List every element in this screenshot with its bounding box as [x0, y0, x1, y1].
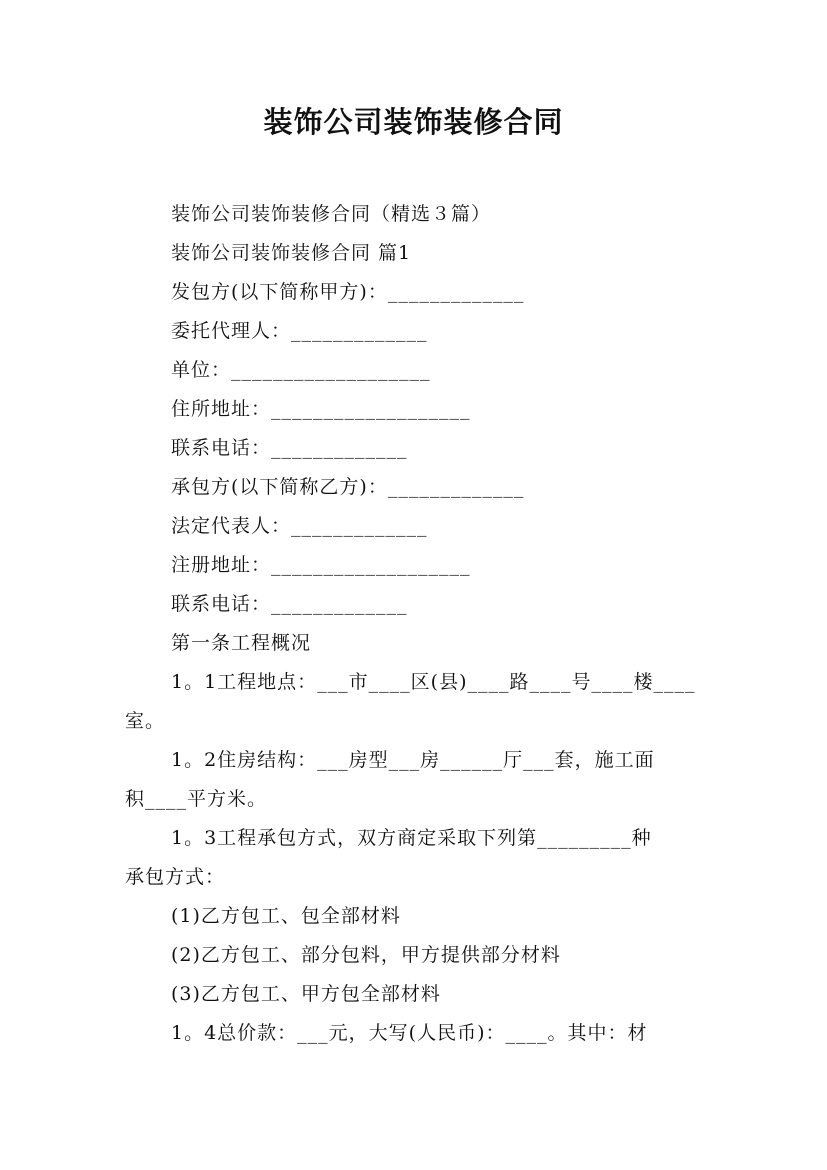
doc-line-agent: 委托代理人：_____________: [171, 320, 428, 342]
document-title: 装饰公司装饰装修合同: [263, 105, 564, 139]
doc-line-1-3-cont: 承包方式：: [125, 866, 226, 888]
doc-line-option-1: (1)乙方包工、包全部材料: [171, 905, 401, 927]
doc-line-subtitle: 装饰公司装饰装修合同（精选３篇）: [171, 203, 492, 225]
doc-line-option-3: (3)乙方包工、甲方包全部材料: [171, 983, 441, 1005]
doc-line-legal-rep: 法定代表人：_____________: [171, 515, 428, 537]
doc-line-reg-address: 注册地址：___________________: [171, 554, 471, 576]
doc-line-phone-a: 联系电话：_____________: [171, 437, 408, 459]
doc-line-1-4: 1。4总价款：___元，大写(人民币)：____。其中：材: [171, 1022, 648, 1044]
doc-line-phone-b: 联系电话：_____________: [171, 593, 408, 615]
doc-line-1-3: 1。3工程承包方式，双方商定采取下列第_________种: [171, 827, 652, 849]
doc-line-1-2: 1。2住房结构：___房型___房______厅___套，施工面: [171, 749, 655, 771]
doc-line-1-2-cont: 积____平方米。: [125, 788, 268, 810]
doc-line-article-1: 第一条工程概况: [171, 632, 312, 654]
doc-line-party-b: 承包方(以下简称乙方)：_____________: [171, 476, 525, 498]
doc-line-party-a: 发包方(以下简称甲方)：_____________: [171, 281, 525, 303]
doc-line-1-1-cont: 室。: [125, 710, 166, 732]
doc-line-address: 住所地址：___________________: [171, 398, 471, 420]
doc-line-option-2: (2)乙方包工、部分包料，甲方提供部分材料: [171, 944, 561, 966]
doc-line-1-1: 1。1工程地点：___市____区(县)____路____号____楼____: [171, 671, 696, 693]
doc-line-unit: 单位：___________________: [171, 359, 431, 381]
doc-line-section-heading: 装饰公司装饰装修合同 篇1: [171, 242, 412, 264]
